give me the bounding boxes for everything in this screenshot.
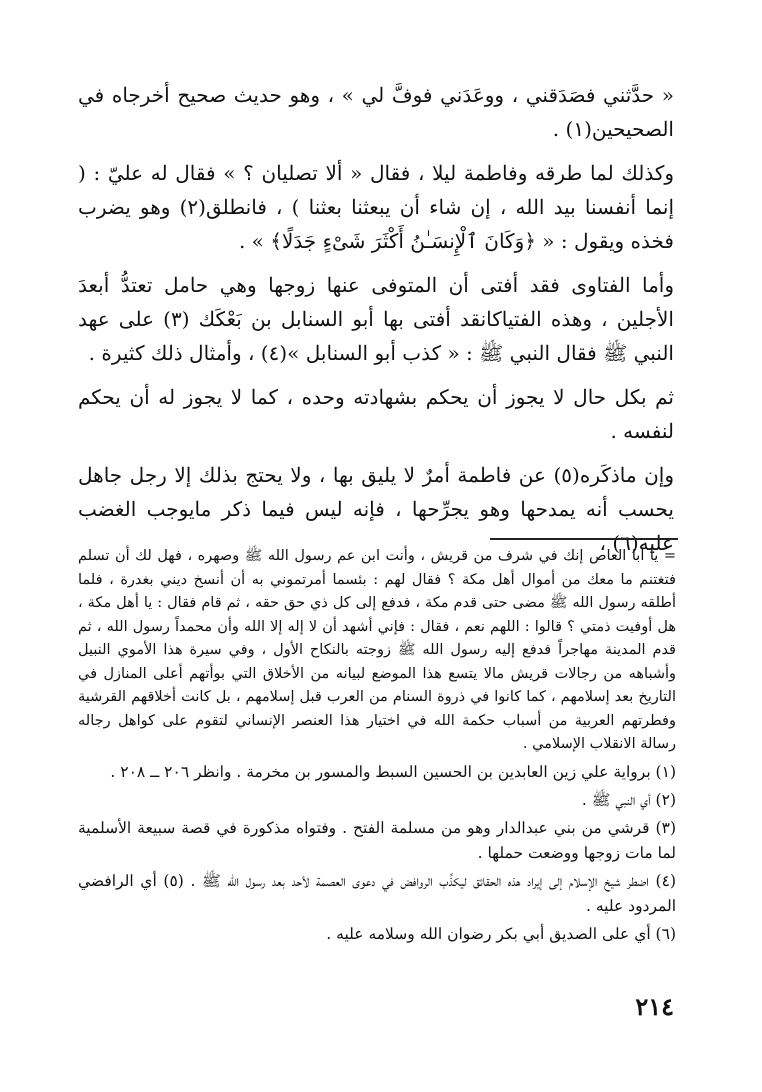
- footnote-4-5: (٤) اضطر شيخ الإسلام إلى إيراد هذه الحقائق ليكذِّب الروافض في دعوى العصمة لأحد بعد رسول الله ﷺ . (٥) أي الرافضي المردود عليه .: [78, 871, 676, 915]
- footnote-separator: [490, 538, 678, 540]
- paragraph-fatwas: وأما الفتاوى فقد أفتى أن المتوفى عنها زوجها وهي حامل تعتدُّ أبعدَ الأجلين ، وهذه الفتياكانقد أفتى بها أبو السنابل بن بَعْكَك (٣) على عهد النبي ﷺ فقال النبي ﷺ : « كذب أبو السنابل »(٤) ، وأمثال ذلك كثيرة .: [78, 273, 674, 365]
- main-text: [78, 78, 674, 570]
- footnote-continued: = يا أبا العاص إنك في شرف من قريش ، وأنت ابن عم رسول الله ﷺ وصهره ، فهل لك أن تسلم فتغتنم ما معك من أموال أهل مكة ؟ فقال لهم : بئسما أمرتموني به أن أنسخ ديني بغدرة ، فلما أطلقه رسول الله ﷺ مضى حتى قدم مكة ، فدفع إلى كل ذي حق حقه ، ثم قام فقال : يا أهل مكة ، هل أوفيت ذمتي ؟ قالوا : اللهم نعم ، فقال : فإني أشهد أن لا إله إلا الله وأن محمداً رسول الله ، ثم قدم المدينة مهاجراً فدفع إليه رسول الله ﷺ زوجته بالنكاح الأول ، وفي سيرة هذا الأموي النبيل وأشباهه من رجالات قريش مالا يتسع هذا الموضع لبيانه من الأخلاق التي بوأتهم أعلى المنازل في التاريخ بعد إسلامهم ، كما كانوا في ذروة السنام من العرب قبل إسلامهم ، بل كانت أخلاقهم القرشية وفطرتهم العربية من أسباب حكمة الله في اختيار هذا العنصر الإنساني لتقوم على كواهل رجاله رسالة الانقلاب الإسلامي .: [78, 548, 676, 752]
- paragraph-testimony: ثم بكل حال لا يجوز أن يحكم بشهادته وحده ، كما لا يجوز له أن يحكم لنفسه .: [78, 385, 674, 443]
- footnote-6: (٦) أي على الصديق أبي بكر رضوان الله وسلامه عليه .: [326, 924, 676, 943]
- footnotes: [78, 545, 676, 950]
- footnote-1: (١) برواية علي زين العابدين بن الحسين السبط والمسور بن مخرمة . وانظر ٢٠٦ ــ ٢٠٨ .: [110, 762, 676, 781]
- paragraph-night-visit: وكذلك لما طرقه وفاطمة ليلا ، فقال « ألا تصليان ؟ » فقال له عليّ : ( إنما أنفسنا بيد الله ، إن شاء أن يبعثنا بعثنا ) ، فانطلق(٢) وهو يضرب فخذه ويقول : « ﴿وَكَانَ ٱلْإِنسَـٰنُ أَكْثَرَ شَىْءٍ جَدَلًا﴾ » .: [78, 161, 675, 253]
- page-number: ٢١٤: [635, 992, 674, 1021]
- paragraph-fatima: وإن ماذكَره(٥) عن فاطمة أمرٌ لا يليق بها ، ولا يحتج بذلك إلا رجل جاهل يحسب أنه يمدحها وهو يجرِّحها ، فإنه ليس فيما ذكر مايوجب الغضب عليه(٦) ،: [78, 463, 675, 555]
- footnote-2: (٢) أي النبي ﷺ .: [581, 790, 676, 809]
- paragraph-hadith: « حدَّثني فصَدَقني ، ووعَدَني فوفَّ لي » ، وهو حديث صحيح أخرجاه في الصحيحين(١) .: [78, 83, 674, 141]
- footnote-3: (٣) قرشي من بني عبدالدار وهو من مسلمة الفتح . وفتواه مذكورة في قصة سبيعة الأسلمية لما مات زوجها ووضعت حملها .: [78, 818, 676, 862]
